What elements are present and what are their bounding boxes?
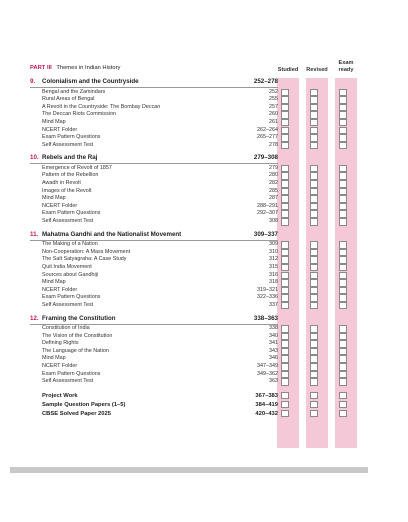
toc-item-title: NCERT Folder	[42, 286, 78, 293]
studied-checkbox[interactable]	[281, 279, 289, 287]
exam-ready-header	[326, 60, 366, 74]
studied-checkbox[interactable]	[281, 355, 289, 363]
studied-checkbox[interactable]	[281, 333, 289, 341]
studied-checkbox[interactable]	[281, 325, 289, 333]
exam-ready-checkbox[interactable]	[339, 401, 347, 409]
revised-checkbox[interactable]	[310, 264, 318, 272]
exam-ready-checkbox[interactable]	[339, 241, 347, 249]
toc-item	[42, 210, 278, 218]
studied-checkbox[interactable]	[281, 363, 289, 371]
exam-ready-header-line2: ready	[338, 67, 354, 73]
unit-pages: 279–308	[253, 154, 278, 162]
revised-checkbox[interactable]	[310, 210, 318, 218]
toc-item	[42, 134, 278, 142]
studied-checkbox[interactable]	[281, 348, 289, 356]
toc-item-pages: 261	[269, 118, 278, 125]
toc-item-pages: 337	[269, 301, 278, 308]
toc-item-pages: 288–291	[257, 202, 278, 209]
toc-item-title: The Salt Satyagraha: A Case Study	[42, 256, 127, 263]
studied-checkbox[interactable]	[281, 142, 289, 150]
revised-checkbox[interactable]	[310, 363, 318, 371]
toc-item-title: Quit India Movement	[42, 263, 92, 270]
toc-item-pages: 292–307	[257, 210, 278, 217]
extra-item-pages: 384–419	[255, 401, 278, 408]
toc-item	[42, 165, 278, 173]
toc-item	[42, 294, 278, 302]
extra-item-title: CBSE Solved Paper 2025	[42, 410, 111, 417]
unit-title: Rebels and the Raj	[42, 154, 98, 162]
revised-checkbox[interactable]	[310, 355, 318, 363]
studied-checkbox[interactable]	[281, 96, 289, 104]
toc-item-pages: 278	[269, 141, 278, 148]
toc-item-pages: 309	[269, 241, 278, 248]
revised-checkbox[interactable]	[310, 165, 318, 173]
toc-item-title: The Language of the Nation	[42, 347, 109, 354]
unit-title: Framing the Constitution	[42, 314, 116, 322]
exam-ready-checkbox[interactable]	[339, 287, 347, 295]
toc-item-title: The Making of a Nation	[42, 241, 98, 248]
revised-header: Revised	[306, 67, 328, 73]
exam-ready-checkbox[interactable]	[339, 210, 347, 218]
exam-ready-checkbox[interactable]	[339, 279, 347, 287]
exam-ready-checkbox[interactable]	[339, 96, 347, 104]
part-tag: PART III	[30, 65, 52, 71]
toc-item-pages: 363	[269, 378, 278, 385]
studied-checkbox[interactable]	[281, 401, 289, 409]
toc-item-pages: 262–264	[257, 126, 278, 133]
revised-checkbox[interactable]	[310, 325, 318, 333]
revised-checkbox[interactable]	[310, 127, 318, 135]
revised-checkbox[interactable]	[310, 203, 318, 211]
toc-item-pages: 255	[269, 96, 278, 103]
toc-item	[42, 119, 278, 127]
exam-ready-checkbox[interactable]	[339, 340, 347, 348]
revised-checkbox[interactable]	[310, 294, 318, 302]
toc-item	[42, 363, 278, 371]
studied-checkbox[interactable]	[281, 241, 289, 249]
studied-checkbox[interactable]	[281, 89, 289, 97]
revised-checkbox[interactable]	[310, 279, 318, 287]
revised-checkbox[interactable]	[310, 410, 318, 418]
exam-ready-checkbox[interactable]	[339, 264, 347, 272]
exam-ready-checkbox[interactable]	[339, 256, 347, 264]
toc-item-title: Bengal and the Zamindars	[42, 88, 106, 95]
revised-checkbox[interactable]	[310, 302, 318, 310]
toc-item-title: The Deccan Riots Commission	[42, 111, 116, 118]
bottom-bar	[10, 467, 368, 473]
toc-item	[42, 127, 278, 135]
extra-item-pages: 367–383	[255, 392, 278, 399]
revised-checkbox[interactable]	[310, 218, 318, 226]
toc-item	[42, 172, 278, 180]
studied-checkbox[interactable]	[281, 272, 289, 280]
toc-item-title: Mind Map	[42, 355, 66, 362]
toc-item-pages: 340	[269, 332, 278, 339]
revised-checkbox[interactable]	[310, 180, 318, 188]
toc-item-title: Mind Map	[42, 118, 66, 125]
revised-checkbox[interactable]	[310, 241, 318, 249]
toc-item	[42, 104, 278, 112]
studied-checkbox[interactable]	[281, 410, 289, 418]
toc-item-pages: 346	[269, 355, 278, 362]
toc-item	[42, 333, 278, 341]
studied-checkbox[interactable]	[281, 210, 289, 218]
exam-ready-checkbox[interactable]	[339, 410, 347, 418]
exam-ready-checkbox[interactable]	[339, 378, 347, 386]
toc-item-pages: 343	[269, 347, 278, 354]
exam-ready-checkbox[interactable]	[339, 172, 347, 180]
toc-item-title: Images of the Revolt	[42, 187, 92, 194]
toc-item-pages: 280	[269, 172, 278, 179]
exam-ready-checkbox[interactable]	[339, 203, 347, 211]
toc-item-title: A Revolt in the Countryside: The Bombay Deccan	[42, 103, 161, 110]
toc-item-pages: 252	[269, 88, 278, 95]
toc-item	[42, 256, 278, 264]
toc-item	[42, 272, 278, 280]
extra-item-title: Project Work	[42, 392, 78, 399]
studied-checkbox[interactable]	[281, 256, 289, 264]
toc-item	[42, 89, 278, 97]
studied-header: Studied	[277, 67, 299, 73]
revised-checkbox[interactable]	[310, 104, 318, 112]
toc-item-pages: 316	[269, 271, 278, 278]
toc-item-title: Non-Cooperation: A Mass Movement	[42, 248, 131, 255]
toc-item-pages: 322–336	[257, 294, 278, 301]
toc-item-pages: 318	[269, 279, 278, 286]
studied-checkbox[interactable]	[281, 195, 289, 203]
toc-item-title: Awadh in Revolt	[42, 180, 81, 186]
toc-item-pages: 319–321	[257, 286, 278, 293]
toc-item	[42, 203, 278, 211]
exam-ready-checkbox[interactable]	[339, 111, 347, 119]
toc-item	[42, 279, 278, 287]
toc-item-title: Self Assessment Test	[42, 141, 94, 148]
exam-ready-checkbox[interactable]	[339, 371, 347, 379]
exam-ready-checkbox[interactable]	[339, 89, 347, 97]
revised-checkbox[interactable]	[310, 340, 318, 348]
toc-item-pages: 341	[269, 340, 278, 347]
toc-item-title: Self Assessment Test	[42, 218, 94, 224]
revised-checkbox[interactable]	[310, 371, 318, 379]
toc-item-title: The Vision of the Constitution	[42, 332, 113, 339]
unit-number: 10.	[30, 154, 39, 162]
exam-ready-checkbox[interactable]	[339, 325, 347, 333]
toc-item-title: Exam Pattern Questions	[42, 134, 101, 141]
unit-heading	[30, 315, 278, 325]
revised-checkbox[interactable]	[310, 256, 318, 264]
toc-item-title: Exam Pattern Questions	[42, 370, 101, 377]
toc-item	[42, 188, 278, 196]
studied-checkbox[interactable]	[281, 249, 289, 257]
exam-ready-checkbox[interactable]	[339, 195, 347, 203]
toc-item	[42, 241, 278, 249]
revised-checkbox[interactable]	[310, 134, 318, 142]
exam-ready-checkbox[interactable]	[339, 249, 347, 257]
exam-ready-checkbox[interactable]	[339, 363, 347, 371]
toc-item	[42, 302, 278, 310]
studied-checkbox[interactable]	[281, 165, 289, 173]
studied-checkbox[interactable]	[281, 188, 289, 196]
toc-item-title: NCERT Folder	[42, 363, 78, 369]
unit-title: Colonialism and the Countryside	[42, 78, 139, 85]
toc-item	[42, 142, 278, 150]
toc-item-title: Exam Pattern Questions	[42, 210, 101, 217]
toc-item-pages: 265–277	[257, 134, 278, 141]
studied-checkbox[interactable]	[281, 127, 289, 135]
toc-item	[42, 249, 278, 257]
revised-checkbox[interactable]	[310, 188, 318, 196]
revised-checkbox[interactable]	[310, 96, 318, 104]
exam-ready-checkbox[interactable]	[339, 348, 347, 356]
exam-ready-checkbox[interactable]	[339, 294, 347, 302]
toc-item-title: NCERT Folder	[42, 126, 78, 133]
exam-ready-checkbox[interactable]	[339, 127, 347, 135]
unit-pages: 252–278	[253, 78, 278, 85]
unit-pages: 309–337	[253, 230, 278, 238]
toc-item-title: Self Assessment Test	[42, 378, 94, 385]
studied-checkbox[interactable]	[281, 371, 289, 379]
extra-item	[42, 392, 278, 400]
toc-item-title: Exam Pattern Questions	[42, 294, 101, 301]
toc-item	[42, 180, 278, 188]
toc-item-pages: 349–362	[257, 370, 278, 377]
toc-item	[42, 264, 278, 272]
studied-checkbox[interactable]	[281, 340, 289, 348]
revised-checkbox[interactable]	[310, 272, 318, 280]
extra-item	[42, 401, 278, 409]
studied-checkbox[interactable]	[281, 287, 289, 295]
toc-item-title: Sources about Gandhiji	[42, 271, 99, 278]
extra-item-pages: 420–432	[255, 410, 278, 417]
revised-checkbox[interactable]	[310, 333, 318, 341]
studied-checkbox[interactable]	[281, 119, 289, 127]
revised-checkbox[interactable]	[310, 249, 318, 257]
toc-item-title: Rural Areas of Bengal	[42, 96, 95, 103]
toc-item-title: Defining Rights	[42, 340, 79, 347]
toc-item-pages: 308	[269, 218, 278, 224]
exam-ready-checkbox[interactable]	[339, 104, 347, 112]
studied-checkbox[interactable]	[281, 218, 289, 226]
extra-item	[42, 410, 278, 418]
toc-item-pages: 310	[269, 248, 278, 255]
toc-item	[42, 287, 278, 295]
revised-checkbox[interactable]	[310, 172, 318, 180]
toc-item-pages: 279	[269, 164, 278, 171]
toc-item-pages: 347–349	[257, 363, 278, 369]
studied-checkbox[interactable]	[281, 180, 289, 188]
revised-checkbox[interactable]	[310, 378, 318, 386]
unit-heading	[30, 154, 278, 164]
toc-item	[42, 340, 278, 348]
studied-checkbox[interactable]	[281, 111, 289, 119]
studied-checkbox[interactable]	[281, 134, 289, 142]
part-title: Themes in Indian History	[56, 65, 121, 71]
studied-checkbox[interactable]	[281, 264, 289, 272]
toc-item-title: Mind Map	[42, 279, 66, 286]
exam-ready-checkbox[interactable]	[339, 180, 347, 188]
toc-item	[42, 348, 278, 356]
revised-checkbox[interactable]	[310, 348, 318, 356]
exam-ready-checkbox[interactable]	[339, 188, 347, 196]
studied-checkbox[interactable]	[281, 302, 289, 310]
toc-item-pages: 338	[269, 325, 278, 331]
toc-item	[42, 378, 278, 386]
toc-item-pages: 260	[269, 111, 278, 118]
toc-item	[42, 111, 278, 119]
revised-checkbox[interactable]	[310, 392, 318, 400]
exam-ready-checkbox[interactable]	[339, 134, 347, 142]
exam-ready-checkbox[interactable]	[339, 302, 347, 310]
toc-item-pages: 315	[269, 263, 278, 270]
unit-number: 11.	[30, 230, 39, 238]
toc-item-pages: 257	[269, 103, 278, 110]
revised-checkbox[interactable]	[310, 287, 318, 295]
studied-checkbox[interactable]	[281, 378, 289, 386]
toc-item-title: Constitution of India	[42, 325, 90, 331]
exam-ready-checkbox[interactable]	[339, 355, 347, 363]
studied-checkbox[interactable]	[281, 172, 289, 180]
exam-ready-checkbox[interactable]	[339, 272, 347, 280]
revised-checkbox[interactable]	[310, 111, 318, 119]
exam-ready-checkbox[interactable]	[339, 165, 347, 173]
studied-checkbox[interactable]	[281, 203, 289, 211]
toc-item-title: Pattern of the Rebellion	[42, 172, 99, 179]
toc-item-pages: 312	[269, 256, 278, 263]
exam-ready-checkbox[interactable]	[339, 333, 347, 341]
unit-pages: 338–363	[253, 314, 278, 322]
extra-item-title: Sample Question Papers (1–5)	[42, 401, 126, 408]
toc-item	[42, 195, 278, 203]
part-heading	[30, 65, 120, 71]
toc-item-title: NCERT Folder	[42, 202, 78, 209]
revised-checkbox[interactable]	[310, 142, 318, 150]
revised-checkbox[interactable]	[310, 119, 318, 127]
toc-item-title: Mind Map	[42, 195, 66, 202]
toc-item-pages: 287	[269, 195, 278, 202]
toc-item	[42, 355, 278, 363]
unit-title: Mahatma Gandhi and the Nationalist Movement	[42, 230, 182, 238]
unit-number: 9.	[30, 78, 36, 85]
exam-ready-checkbox[interactable]	[339, 392, 347, 400]
toc-item	[42, 325, 278, 333]
toc-item-pages: 285	[269, 187, 278, 194]
toc-item-title: Emergence of Revolt of 1857	[42, 164, 112, 171]
revised-checkbox[interactable]	[310, 89, 318, 97]
toc-item	[42, 96, 278, 104]
exam-ready-header-line1: Exam	[338, 60, 354, 66]
studied-checkbox[interactable]	[281, 294, 289, 302]
unit-heading	[30, 78, 278, 88]
exam-ready-checkbox[interactable]	[339, 142, 347, 150]
toc-item	[42, 371, 278, 379]
studied-checkbox[interactable]	[281, 104, 289, 112]
revised-checkbox[interactable]	[310, 401, 318, 409]
toc-item-title: Self Assessment Test	[42, 301, 94, 308]
studied-checkbox[interactable]	[281, 392, 289, 400]
revised-checkbox[interactable]	[310, 195, 318, 203]
exam-ready-checkbox[interactable]	[339, 218, 347, 226]
unit-heading	[30, 231, 278, 241]
toc-item-pages: 282	[269, 180, 278, 186]
toc-item	[42, 218, 278, 226]
exam-ready-checkbox[interactable]	[339, 119, 347, 127]
unit-number: 12.	[30, 314, 39, 322]
